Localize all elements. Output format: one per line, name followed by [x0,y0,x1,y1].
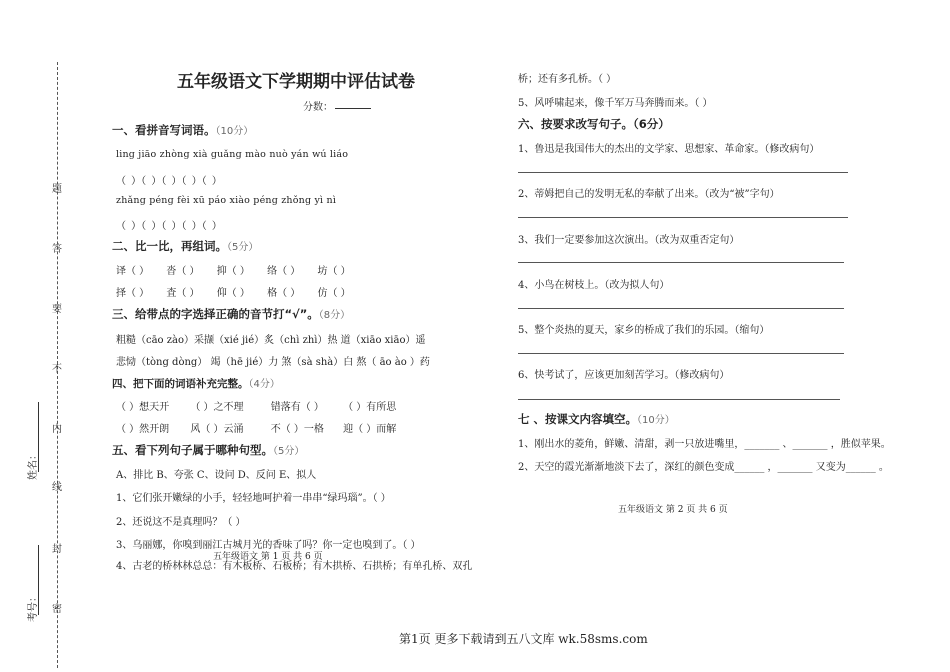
page-footer-left: 五年级语文 第 1 页 共 6 页 [213,552,323,562]
compare-char: 仰 [216,288,227,299]
sentence-type-options: A、排比 B、夸张 C、设问 D、反问 E、拟人 [116,470,317,481]
idiom-row-2[interactable]: （ ）然开朗 风（ ）云涌 不（ ）一格 迎（ ）而解 [116,424,397,435]
binding-char: 内 [52,424,62,435]
compare-row-2[interactable]: 择（ ） 査（ ） 仰（ ） 格（ ） 仿（ ） [116,288,351,299]
download-note: 第1页 更多下载请到五八文库 wk.58sms.com [399,632,648,646]
compare-char: 査 [166,288,177,299]
binding-char: 封 [52,544,62,555]
compare-char: 择 [116,288,126,299]
sentence-question-4-cont[interactable]: 桥；还有多孔桥。（ ） [518,74,617,85]
compare-char: 译 [116,266,126,277]
compare-char: 络 [267,266,278,277]
answer-parens-row-2[interactable]: （ ）（ ）（ ）（ ）（ ） [116,221,222,232]
syllable-line-1[interactable]: 粗糙（cāo zào）采撷（xié jié）炙（chì zhì）热 道（xiāo xiāo）遥 [116,335,426,346]
section7-heading: 七 、按课文内容填空。（10分） [518,412,675,426]
compare-row-1[interactable]: 译（ ） 沓（ ） 抑（ ） 络（ ） 坊（ ） [116,266,351,277]
rewrite-item-3: 3、我们一定要参加这次演出。（改为双重否定句） [518,235,740,246]
answer-line[interactable] [518,217,848,218]
section5-heading: 五、看下列句子属于哪种句型。（5分） [112,443,305,457]
section6-heading: 六、按要求改写句子。（6分） [518,117,670,131]
sentence-question-2[interactable]: 2、还说这不是真理吗？（ ） [116,517,246,528]
binding-char: 要 [52,304,62,315]
name-label: 姓名： [28,450,39,480]
answer-line[interactable] [518,262,844,263]
answer-parens-row-1[interactable]: （ ）（ ）（ ）（ ）（ ） [116,176,222,187]
page-footer-right: 五年级语文 第 2 页 共 6 页 [618,505,728,515]
compare-char: 格 [267,288,278,299]
sentence-question-3[interactable]: 3、乌丽娜，你嗅到丽江古城月光的香味了吗？你一定也嗅到了。（ ） [116,540,421,551]
answer-line[interactable] [518,399,840,400]
section3-heading: 三、给带点的字选择正确的音节打“√”。（8分） [112,307,351,321]
score-label: 分数： [303,102,333,113]
compare-char: 坊 [317,266,328,277]
id-field[interactable] [38,545,39,615]
binding-char: 密 [52,604,62,615]
section2-heading: 二、比一比，再组词。（5分） [112,239,259,253]
rewrite-item-6: 6、快考试了，应该更加刻苦学习。（修改病句） [518,370,730,381]
sentence-question-4[interactable]: 4、古老的桥林林总总：有木板桥、石板桥；有木拱桥、石拱桥；有单孔桥、双孔 [116,561,473,572]
name-field[interactable] [38,402,39,472]
section4-heading: 四、把下面的词语补充完整。（4分） [112,378,280,390]
answer-line[interactable] [518,353,844,354]
page-title: 五年级语文下学期期中评估试卷 [177,72,415,92]
fill-question-1[interactable]: 1、刚出水的菱角，鲜嫩、清甜，剥一只放进嘴里，_______ 、_______ ，胜似苹果。 [518,439,891,450]
compare-char: 抑 [216,266,227,277]
fill-question-2[interactable]: 2、天空的霞光渐渐地淡下去了，深红的颜色变成______ ，_______ 又变为______ 。 [518,462,889,473]
id-label: 考号： [28,592,39,622]
compare-char: 仿 [317,288,328,299]
idiom-row-1[interactable]: （ ）想天开 （ ）之不理 错落有（ ） （ ）有所思 [116,402,397,413]
binding-char: 题 [52,184,62,195]
answer-line[interactable] [518,172,848,173]
syllable-line-2[interactable]: 悲恸（tòng dòng） 竭（hē jié）力 煞（sà shà）白 熬（ āo ào ）药 [116,357,430,368]
sentence-question-1[interactable]: 1、它们张开嫩绿的小手，轻轻地呵护着一串串“绿玛瑙”。（ ） [116,493,391,504]
rewrite-item-4: 4、小鸟在树枝上。（改为拟人句） [518,280,670,291]
section1-heading: 一、看拼音写词语。（10分） [112,123,254,137]
pinyin-row-1: ling jiāo zhòng xià guǎng mào nuò yán wú liáo [116,149,349,160]
rewrite-item-2: 2、蒂姆把自己的发明无私的奉献了出来。（改为“被”字句） [518,189,780,200]
rewrite-item-5: 5、整个炎热的夏天，家乡的桥成了我们的乐园。（缩句） [518,325,770,336]
binding-char: 答 [52,244,62,255]
compare-char: 沓 [166,266,177,277]
sentence-question-5[interactable]: 5、风呼啸起来，像千军万马奔腾而来。（ ） [518,98,713,109]
binding-char: 不 [52,364,62,375]
score-field[interactable] [335,108,371,109]
rewrite-item-1: 1、鲁迅是我国伟大的杰出的文学家、思想家、革命家。（修改病句） [518,144,820,155]
pinyin-row-2: zhǎng péng fèi xū páo xiào péng zhǒng yì nì [116,195,337,206]
answer-line[interactable] [518,308,844,309]
binding-char: 线 [52,482,62,493]
